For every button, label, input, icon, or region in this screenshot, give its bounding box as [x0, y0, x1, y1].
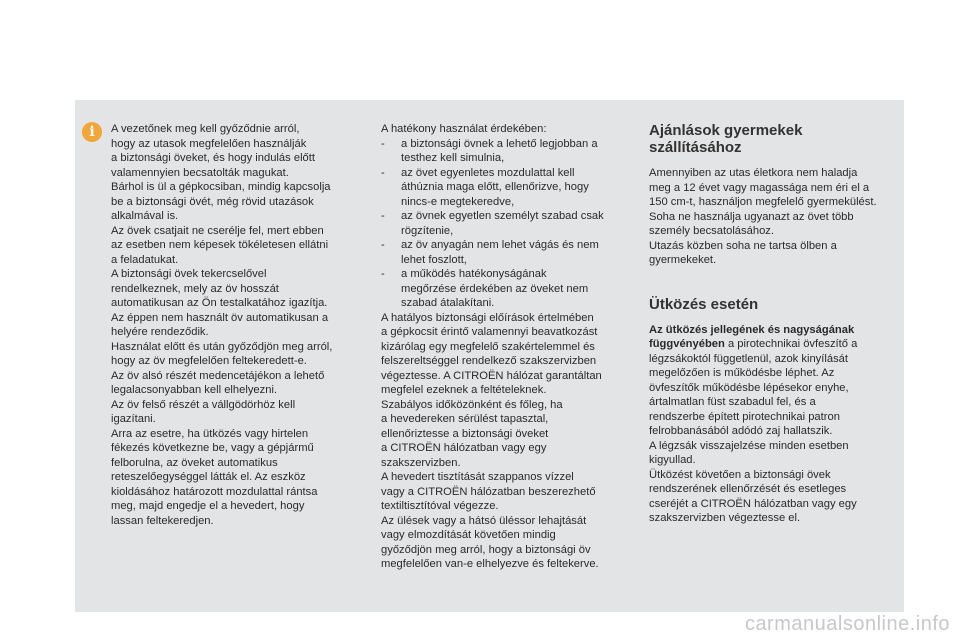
text-line: megőrzése érdekében az öveket nem — [401, 282, 589, 295]
bullet-item — [381, 166, 631, 210]
text-line: hogy az öv megfelelően feltekeredett-e. — [111, 355, 307, 367]
text-line: rendelkeznek, mely az öv hosszát — [111, 282, 279, 295]
text-line: fékezés következne be, vagy a gépjármű — [111, 442, 314, 454]
text-line: rögzítenie, — [401, 224, 454, 237]
text-line: Az övek csatjait ne cserélje fel, mert ebben — [111, 224, 324, 237]
bold-text: függvényében — [649, 338, 725, 350]
text-line: ellenőriztesse a biztonsági öveket — [381, 427, 549, 440]
text-line: Utazás közben soha ne tartsa ölben a — [649, 239, 837, 252]
text-line: Soha ne használja ugyanazt az övet több — [649, 210, 854, 223]
text-line: legalacsonyabban kell elhelyezni. — [111, 384, 278, 396]
text-span: a pirotechnikai övfeszítő a — [724, 338, 858, 350]
text-line: Amennyiben az utas életkora nem haladja — [649, 167, 858, 179]
text-line: felszereltséggel rendelkező szakszervizben — [381, 355, 597, 367]
text-line: lassan feltekeredjen. — [111, 514, 214, 527]
column-right — [649, 122, 899, 526]
text-line: A biztonsági övek tekercselővel — [111, 268, 267, 280]
text-line: meg, majd engedje el a hevedert, hogy — [111, 500, 305, 512]
text-line: Bárhol is ül a gépkocsiban, mindig kapcsolja — [111, 181, 331, 193]
text-line: az esetben nem képesek tökéletesen ellátni — [111, 239, 329, 251]
text-line: textiltisztítóval végezze. — [381, 500, 499, 512]
text-line: - a működés hatékonyságának — [401, 268, 547, 280]
text-line: kizárólag egy megfelelő szakértelemmel és — [381, 340, 595, 353]
text-line: személy becsatolásához. — [649, 225, 774, 237]
text-line: - az övnek egyetlen személyt szabad csak — [401, 210, 604, 222]
text-line: légzsákoktól függetlenül, azok kinyílását — [649, 352, 849, 365]
text-line: rendszerének ellenőrzését és esetleges — [649, 483, 847, 495]
heading-collision: Ütközés esetén — [649, 295, 759, 313]
text-line: Az éppen nem használt öv automatikusan a — [111, 311, 329, 324]
text-line: automatikusan az Ön testalkatához igazítja. — [111, 297, 328, 309]
text-line: Az öv alsó részét medencetájékon a lehető — [111, 369, 325, 382]
text-line: nincs-e megtekeredve, — [401, 195, 515, 208]
text-line: szabad átalakítani. — [401, 297, 495, 309]
bold-text: Az ütközés jellegének és nagyságának — [649, 323, 855, 336]
text-line: valamennyien becsatolták magukat. — [111, 166, 289, 179]
text-line: Az öv felső részét a vállgödörhöz kell — [111, 398, 296, 411]
text-line: A vezetőnek meg kell győződnie arról, — [111, 123, 300, 135]
text-line: megfelel ezeknek a feltételeknek. — [381, 384, 547, 396]
text-line: Ütközést követően a biztonsági övek — [649, 468, 831, 481]
column-left — [111, 122, 361, 528]
text-line: a feladatukat. — [111, 253, 179, 266]
text-line: helyére rendeződik. — [111, 326, 209, 338]
text-line: a biztonsági öveket, és hogy indulás előtt — [111, 152, 315, 164]
text-line: alkalmával is. — [111, 210, 179, 222]
text-line: gyermekeket. — [649, 254, 717, 266]
bullet-item — [381, 137, 631, 166]
text-line: Az ülések vagy a hátsó üléssor lehajtását — [381, 514, 587, 527]
text-line: vagy a CITROËN hálózatban beszerezhető — [381, 485, 596, 498]
text-line: Használat előtt és után győződjön meg arról, — [111, 340, 333, 353]
text-line: 150 cm-t, használjon megfelelő gyermekülést. — [649, 196, 877, 208]
text-line: A hevedert tisztítását szappanos vízzel — [381, 471, 574, 483]
text-line: győződjön meg arról, hogy a biztonsági öv — [381, 543, 591, 556]
text-line: rendszerbe épített pirotechnikai patron — [649, 410, 840, 423]
text-line: hogy az utasok megfelelően használják — [111, 137, 307, 150]
text-line: kigyullad. — [649, 454, 696, 466]
text-line: cseréjét a CITROËN hálózatban vagy egy — [649, 497, 857, 510]
text-line — [649, 337, 899, 352]
text-line: a hevedereken sérülést tapasztal, — [381, 413, 549, 425]
text-line: vagy elmozdítását követően mindig — [381, 529, 556, 541]
bullet-item — [381, 238, 631, 267]
text-line: áthúznia maga előtt, ellenőrizve, hogy — [401, 181, 589, 193]
info-icon: i — [82, 122, 102, 142]
text-line: a CITROËN hálózatban vagy egy — [381, 442, 547, 454]
heading-line: Ajánlások gyermekek — [649, 122, 803, 139]
text-line: felborulna, az öveket automatikus — [111, 456, 278, 469]
text-line: igazítani. — [111, 413, 156, 425]
text-line: szakszervizben végeztesse el. — [649, 512, 801, 524]
watermark: carmanualsonline.info — [744, 613, 950, 635]
text-line: megfelelően van-e elhelyezve és feltekerve. — [381, 558, 599, 570]
text-line: kioldásához határozott mozdulattal rántsa — [111, 485, 318, 498]
text-line: testhez kell simulnia, — [401, 152, 505, 164]
text-line: végeztesse. A CITROËN hálózat garantáltan — [381, 369, 602, 382]
column-middle — [381, 122, 631, 572]
text-line: Szabályos időközönként és főleg, ha — [381, 398, 563, 411]
bold-line — [649, 323, 899, 338]
text-line: A légzsák visszajelzése minden esetben — [649, 439, 849, 452]
text-line: a gépkocsit érintő valamennyi beavatkozást — [381, 326, 598, 338]
heading-child-transport — [649, 122, 899, 156]
text-line: - az övet egyenletes mozdulattal kell — [401, 166, 575, 179]
text-line: reteszelőegységgel látták el. Az eszköz — [111, 471, 306, 483]
bullet-item — [381, 267, 631, 311]
text-line: Arra az esetre, ha ütközés vagy hirtelen — [111, 427, 309, 440]
text-line: szakszervizben. — [381, 456, 461, 469]
text-line: be a biztonsági övét, még rövid utazások — [111, 195, 314, 208]
bullet-item — [381, 209, 631, 238]
heading-line: szállításához — [649, 139, 742, 156]
text-line: megelőzően is működésbe léphet. Az — [649, 367, 835, 379]
intro-line: A hatékony használat érdekében: — [381, 123, 547, 135]
text-line: meg a 12 évet vagy magassága nem éri el a — [649, 181, 870, 194]
text-line: övfeszítők működésbe lépésekor enyhe, — [649, 381, 849, 394]
text-line: A hatályos biztonsági előírások értelmében — [381, 311, 594, 324]
text-line: - a biztonsági övnek a lehető legjobban a — [401, 137, 598, 150]
text-line: lehet foszlott, — [401, 253, 467, 266]
text-line: ártalmatlan füst szabadul fel, és a — [649, 396, 816, 408]
text-line: felrobbanásából adódó zaj hallatszik. — [649, 425, 833, 437]
text-line: - az öv anyagán nem lehet vágás és nem — [401, 239, 599, 251]
